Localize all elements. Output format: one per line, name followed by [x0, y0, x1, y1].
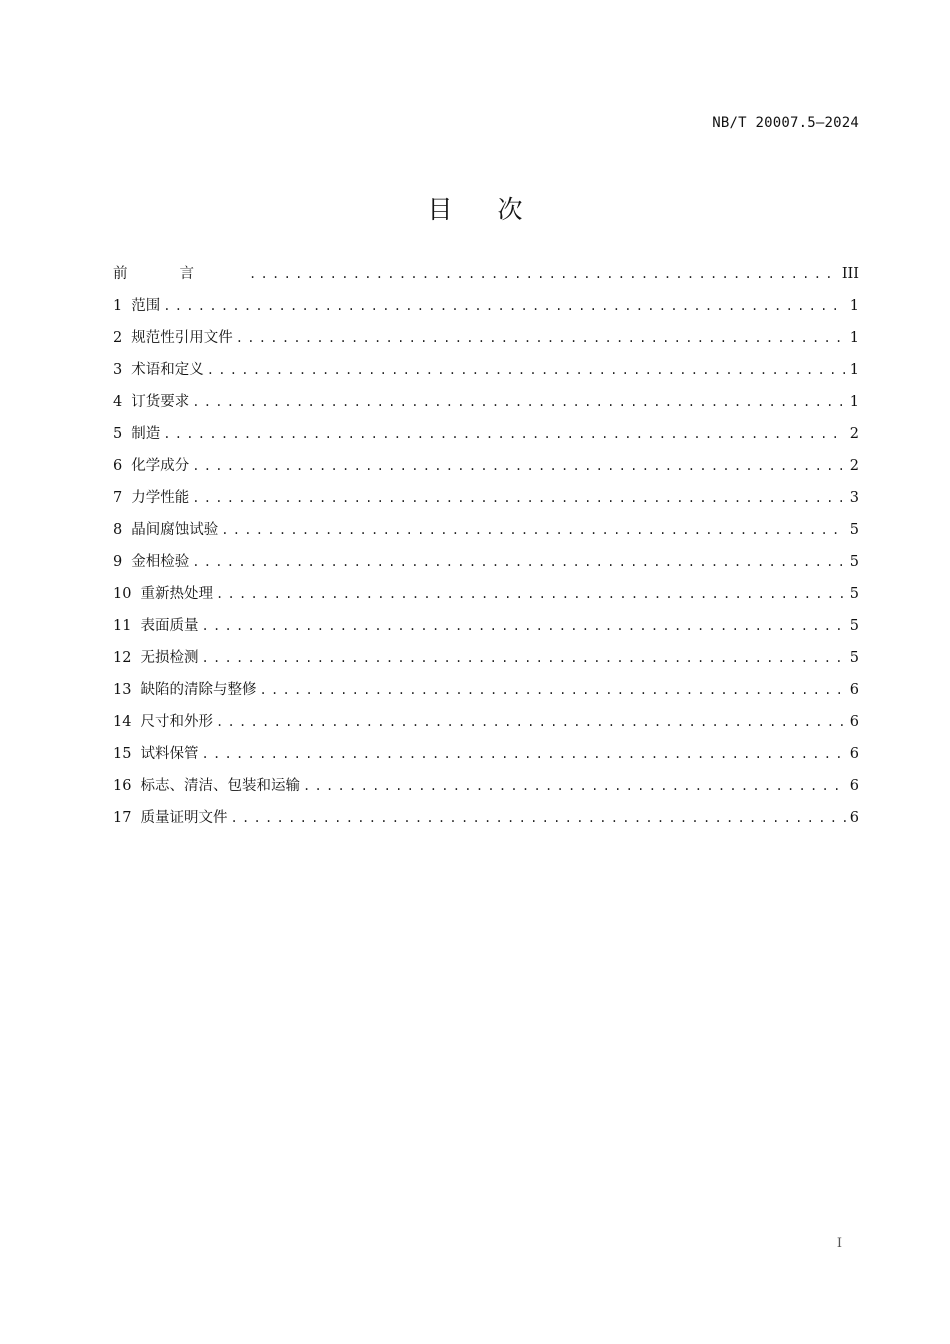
- toc-entry-number: 12: [113, 650, 132, 666]
- toc-entry-title: 金相检验: [131, 554, 190, 570]
- dot-leader: [221, 514, 846, 546]
- toc-entry-5[interactable]: [113, 418, 859, 450]
- toc-entry-17[interactable]: [113, 802, 859, 834]
- document-code: NB/T 20007.5—2024: [712, 115, 859, 131]
- toc-entry-page: 1: [849, 298, 859, 314]
- toc-entry-page: 6: [849, 682, 859, 698]
- dot-leader: [192, 450, 846, 482]
- dot-leader: [303, 770, 846, 802]
- toc-entry-9[interactable]: [113, 546, 859, 578]
- toc-entry-number: 13: [113, 682, 132, 698]
- toc-entry-page: 1: [849, 330, 859, 346]
- dot-leader: [192, 546, 846, 578]
- toc-entry-number: 6: [113, 458, 123, 474]
- toc-entry-title: 前言: [113, 266, 246, 282]
- toc-entry-number: 10: [113, 586, 132, 602]
- toc-entry-page: 3: [849, 490, 859, 506]
- toc-entry-number: 4: [113, 394, 123, 410]
- toc-entry-number: 3: [113, 362, 123, 378]
- toc-entry-title: 重新热处理: [140, 586, 213, 602]
- toc-entry-title: 质量证明文件: [140, 810, 228, 826]
- toc-entry-number: 17: [113, 810, 132, 826]
- toc-entry-page: 2: [849, 458, 859, 474]
- toc-entry-number: 14: [113, 714, 132, 730]
- toc-entry-13[interactable]: [113, 674, 859, 706]
- toc-entry-title: 范围: [131, 298, 161, 314]
- toc-entry-title: 晶间腐蚀试验: [131, 522, 219, 538]
- dot-leader: [192, 386, 846, 418]
- toc-entry-number: 8: [113, 522, 123, 538]
- toc-entry-7[interactable]: [113, 482, 859, 514]
- toc-entry-number: 5: [113, 426, 123, 442]
- toc-entry-number: 2: [113, 330, 123, 346]
- toc-entry-page: 1: [849, 362, 859, 378]
- toc-entry-4[interactable]: [113, 386, 859, 418]
- dot-leader: [192, 482, 846, 514]
- dot-leader: [201, 738, 845, 770]
- toc-entry-page: 5: [849, 522, 859, 538]
- dot-leader: [230, 802, 845, 834]
- toc-entry-6[interactable]: [113, 450, 859, 482]
- toc-entry-title: 标志、清洁、包装和运输: [140, 778, 300, 794]
- dot-leader: [249, 258, 838, 290]
- toc-entry-title: 试料保管: [140, 746, 199, 762]
- dot-leader: [259, 674, 845, 706]
- toc-entry-page: 6: [849, 810, 859, 826]
- toc-entry-12[interactable]: [113, 642, 859, 674]
- table-of-contents: [113, 258, 859, 834]
- toc-entry-title: 化学成分: [131, 458, 190, 474]
- toc-entry-title: 订货要求: [131, 394, 190, 410]
- toc-entry-page: 2: [849, 426, 859, 442]
- toc-entry-page: 6: [849, 714, 859, 730]
- toc-entry-title: 规范性引用文件: [131, 330, 233, 346]
- toc-entry-page: 6: [849, 778, 859, 794]
- toc-entry-title: 缺陷的清除与整修: [140, 682, 257, 698]
- toc-entry-page: 1: [849, 394, 859, 410]
- toc-entry-title: 尺寸和外形: [140, 714, 213, 730]
- dot-leader: [163, 290, 846, 322]
- toc-entry-page: 5: [849, 554, 859, 570]
- toc-entry-title: 术语和定义: [131, 362, 204, 378]
- dot-leader: [163, 418, 846, 450]
- dot-leader: [236, 322, 846, 354]
- toc-entry-number: 9: [113, 554, 123, 570]
- dot-leader: [201, 642, 845, 674]
- toc-entry-number: 7: [113, 490, 123, 506]
- toc-entry-title: 无损检测: [140, 650, 199, 666]
- dot-leader: [216, 706, 846, 738]
- dot-leader: [201, 610, 845, 642]
- toc-entry-11[interactable]: [113, 610, 859, 642]
- toc-entry-3[interactable]: [113, 354, 859, 386]
- toc-entry-foreword[interactable]: [113, 258, 859, 290]
- toc-entry-title: 表面质量: [140, 618, 199, 634]
- toc-entry-number: 1: [113, 298, 123, 314]
- toc-entry-page: 5: [849, 618, 859, 634]
- toc-entry-title: 力学性能: [131, 490, 190, 506]
- toc-entry-page: 5: [849, 586, 859, 602]
- dot-leader: [216, 578, 846, 610]
- toc-entry-15[interactable]: [113, 738, 859, 770]
- toc-entry-page: III: [841, 266, 859, 282]
- toc-entry-number: 15: [113, 746, 132, 762]
- page-number: I: [836, 1236, 842, 1251]
- toc-title: 目次: [427, 195, 568, 224]
- toc-entry-number: 11: [113, 618, 132, 634]
- toc-entry-10[interactable]: [113, 578, 859, 610]
- toc-entry-2[interactable]: [113, 322, 859, 354]
- toc-entry-page: 5: [849, 650, 859, 666]
- toc-entry-8[interactable]: [113, 514, 859, 546]
- toc-entry-number: 16: [113, 778, 132, 794]
- toc-entry-14[interactable]: [113, 706, 859, 738]
- toc-entry-16[interactable]: [113, 770, 859, 802]
- toc-entry-title: 制造: [131, 426, 161, 442]
- toc-entry-page: 6: [849, 746, 859, 762]
- dot-leader: [207, 354, 846, 386]
- toc-entry-1[interactable]: [113, 290, 859, 322]
